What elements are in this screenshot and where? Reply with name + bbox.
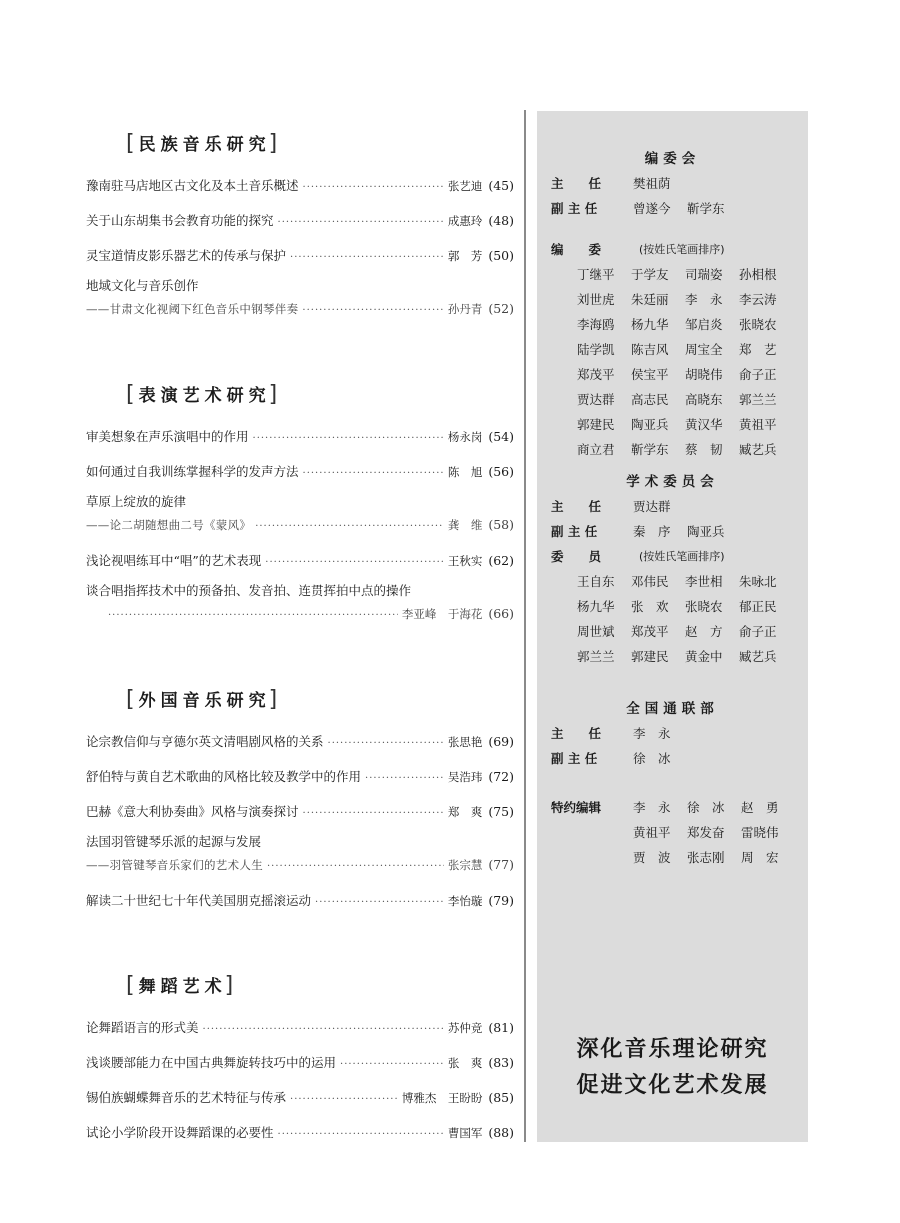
article-title: 论宗教信仰与亨德尔英文清唱剧风格的关系	[86, 734, 324, 749]
article-author: 博雅杰 王盼盼	[401, 1091, 483, 1105]
member-name: 邹启炎	[685, 317, 723, 332]
section-heading: [ 表演艺术研究]	[126, 382, 278, 407]
name-row	[633, 795, 795, 820]
member-name: 高志民	[631, 392, 669, 407]
article-page: (56)	[488, 464, 514, 479]
article-title: 灵宝道情皮影乐器艺术的传承与保护	[86, 248, 287, 263]
article-author: 张宗慧	[447, 858, 483, 872]
editorial-panel	[537, 111, 808, 1142]
member-name: 陶亚兵	[631, 417, 669, 432]
member-name: 臧艺兵	[739, 649, 777, 664]
name-row	[577, 569, 808, 594]
toc-entry-title	[86, 578, 514, 604]
toc-entry	[86, 794, 514, 829]
article-author: 王秋实	[447, 554, 483, 568]
deputy-name: 靳学东	[687, 201, 725, 216]
article-page: (81)	[488, 1020, 514, 1035]
member-name: 张晓农	[685, 599, 723, 614]
article-author: 张思艳	[447, 735, 483, 749]
name-row	[577, 412, 808, 437]
member-name: 周宝全	[685, 342, 723, 357]
article-title: 锡伯族蝴蝶舞音乐的艺术特征与传承	[86, 1090, 287, 1105]
article-author: 李亚峰 于海花	[401, 607, 483, 621]
leader-dots	[253, 421, 444, 456]
member-name: 李 永	[685, 292, 723, 307]
name-row	[577, 312, 808, 337]
director-name: 贾达群	[633, 499, 671, 514]
deputy-label: 副 主 任	[551, 751, 598, 766]
member-name: 王自东	[577, 574, 615, 589]
member-name: 张志刚	[687, 850, 725, 865]
section-heading: [ 外国音乐研究]	[126, 687, 278, 712]
name-row	[577, 262, 808, 287]
article-title: 巴赫《意大利协奏曲》风格与演奏探讨	[86, 804, 299, 819]
editorial-members-row	[537, 237, 808, 262]
article-title: 豫南驻马店地区古文化及本土音乐概述	[86, 178, 299, 193]
member-name: 郭兰兰	[577, 649, 615, 664]
article-page: (69)	[488, 734, 514, 749]
director-label: 主 任	[551, 499, 602, 514]
article-title: 审美想象在声乐演唱中的作用	[86, 429, 249, 444]
academic-deputy-row	[537, 519, 808, 544]
member-name: 黄祖平	[739, 417, 777, 432]
director-name: 樊祖荫	[633, 176, 671, 191]
article-author: 李怡璇	[447, 894, 483, 908]
special-editors-label: 特约编辑	[551, 800, 602, 815]
article-subtitle: ——羽管键琴音乐家们的艺术人生	[86, 858, 263, 872]
name-row	[633, 820, 795, 845]
article-page: (83)	[488, 1055, 514, 1070]
director-name: 李 永	[633, 726, 671, 741]
toc-entry	[86, 604, 514, 632]
member-name: 邓伟民	[631, 574, 669, 589]
section-heading: [ 民族音乐研究]	[126, 131, 278, 156]
leader-dots	[290, 240, 444, 275]
toc-entry	[86, 883, 514, 918]
article-title: 如何通过自我训练掌握科学的发声方法	[86, 464, 299, 479]
article-page: (50)	[488, 248, 514, 263]
member-name: 周 宏	[741, 850, 779, 865]
member-name: 赵 勇	[741, 800, 779, 815]
article-page: (62)	[488, 553, 514, 568]
toc-entry	[86, 1115, 514, 1150]
member-name: 靳学东	[631, 442, 669, 457]
article-page: (77)	[488, 857, 514, 872]
slogan-line: 深化音乐理论研究	[576, 1036, 769, 1062]
director-label: 主 任	[551, 726, 602, 741]
deputy-label: 副 主 任	[551, 524, 598, 539]
toc-entry	[86, 1010, 514, 1045]
liaison-heading: 全国通联部	[626, 701, 719, 717]
article-page: (45)	[488, 178, 514, 193]
leader-dots	[267, 857, 444, 877]
member-name: 俞子正	[739, 367, 777, 382]
name-row	[577, 287, 808, 312]
article-page: (88)	[488, 1125, 514, 1140]
member-name: 郭建民	[631, 649, 669, 664]
table-of-contents	[86, 128, 514, 1150]
member-name: 司瑞姿	[685, 267, 723, 282]
director-label: 主 任	[551, 176, 602, 191]
member-name: 臧艺兵	[739, 442, 777, 457]
member-name: 侯宝平	[631, 367, 669, 382]
member-name: 孙相根	[739, 267, 777, 282]
member-name: 雷晓伟	[741, 825, 779, 840]
article-title: 地域文化与音乐创作	[86, 278, 199, 293]
members-label: 编 委	[551, 242, 602, 257]
article-author: 曹国军	[447, 1126, 483, 1140]
toc-entry-title	[86, 829, 514, 855]
toc-entry	[86, 724, 514, 759]
toc-entry	[86, 759, 514, 794]
article-author: 孙丹青	[447, 302, 483, 316]
toc-entry	[86, 419, 514, 454]
leader-dots	[278, 205, 444, 240]
article-title: 解读二十世纪七十年代美国朋克摇滚运动	[86, 893, 312, 908]
toc-entry	[86, 543, 514, 578]
toc-entry	[86, 299, 514, 327]
article-page: (72)	[488, 769, 514, 784]
member-name: 李云涛	[739, 292, 777, 307]
leader-dots	[108, 606, 398, 626]
special-editors	[537, 795, 808, 870]
liaison-deputy-row	[537, 746, 808, 771]
section-heading-text: 舞蹈艺术	[138, 977, 227, 997]
leader-dots	[278, 1117, 444, 1152]
toc-entry	[86, 515, 514, 543]
article-title: 试论小学阶段开设舞蹈课的必要性	[86, 1125, 274, 1140]
member-name: 黄金中	[685, 649, 723, 664]
toc-entry-title	[86, 489, 514, 515]
deputy-name: 曾遂今	[633, 201, 671, 216]
member-name: 郑 艺	[739, 342, 777, 357]
members-label: 委 员	[551, 549, 602, 564]
leader-dots	[303, 170, 444, 205]
member-name: 郑茂平	[577, 367, 615, 382]
member-name: 陆学凯	[577, 342, 615, 357]
article-page: (75)	[488, 804, 514, 819]
deputy-name: 秦 序	[633, 524, 671, 539]
member-name: 黄祖平	[633, 825, 671, 840]
editorial-heading: 编委会	[644, 151, 701, 167]
member-name: 商立君	[577, 442, 615, 457]
member-name: 周世斌	[577, 624, 615, 639]
leader-dots	[265, 545, 444, 580]
member-name: 刘世虎	[577, 292, 615, 307]
name-row	[577, 619, 808, 644]
member-name: 黄汉华	[685, 417, 723, 432]
article-author: 龚 维	[447, 518, 483, 532]
leader-dots	[315, 885, 444, 920]
article-title: 谈合唱指挥技术中的预备拍、发音拍、连贯挥拍中点的操作	[86, 583, 412, 598]
editorial-members-grid	[537, 262, 808, 462]
academic-members-grid	[537, 569, 808, 669]
article-author: 苏仲竞	[447, 1021, 483, 1035]
member-name: 张晓农	[739, 317, 777, 332]
deputy-name: 徐 冰	[633, 751, 671, 766]
member-name: 高晓东	[685, 392, 723, 407]
member-name: 朱咏北	[739, 574, 777, 589]
member-name: 郑发奋	[687, 825, 725, 840]
toc-entry	[86, 855, 514, 883]
toc-entry	[86, 238, 514, 273]
member-name: 贾 波	[633, 850, 671, 865]
name-row	[577, 437, 808, 462]
name-row	[577, 644, 808, 669]
leader-dots	[303, 796, 444, 831]
academic-members-row	[537, 544, 808, 569]
member-name: 俞子正	[739, 624, 777, 639]
article-page: (52)	[488, 301, 514, 316]
section-heading: [ 舞蹈艺术]	[126, 973, 234, 998]
member-name: 郭兰兰	[739, 392, 777, 407]
member-name: 郁正民	[739, 599, 777, 614]
toc-entry	[86, 168, 514, 203]
article-title: 法国羽管键琴乐派的起源与发展	[86, 834, 262, 849]
member-name: 郑茂平	[631, 624, 669, 639]
leader-dots	[203, 1012, 444, 1047]
toc-entry-title	[86, 273, 514, 299]
article-title: 草原上绽放的旋律	[86, 494, 187, 509]
article-page: (85)	[488, 1090, 514, 1105]
liaison-director-row	[537, 721, 808, 746]
member-name: 丁继平	[577, 267, 615, 282]
article-page: (79)	[488, 893, 514, 908]
section-heading-text: 表演艺术研究	[138, 386, 271, 406]
leader-dots	[302, 301, 443, 321]
member-name: 徐 冰	[687, 800, 725, 815]
article-subtitle: ——论二胡随想曲二号《蒙风》	[86, 518, 252, 532]
leader-dots	[340, 1047, 444, 1082]
leader-dots	[328, 726, 444, 761]
section-heading-text: 外国音乐研究	[138, 691, 271, 711]
members-note: (按姓氏笔画排序)	[639, 243, 725, 256]
name-row	[577, 362, 808, 387]
member-name: 陈吉风	[631, 342, 669, 357]
slogan	[537, 1031, 808, 1103]
leader-dots	[303, 456, 444, 491]
member-name: 胡晓伟	[685, 367, 723, 382]
academic-director-row	[537, 494, 808, 519]
toc-entry	[86, 1080, 514, 1115]
member-name: 李世相	[685, 574, 723, 589]
member-name: 李 永	[633, 800, 671, 815]
article-author: 郑 爽	[447, 805, 483, 819]
academic-heading: 学术委员会	[626, 474, 719, 490]
name-row	[577, 387, 808, 412]
name-row	[577, 337, 808, 362]
article-author: 吴浩玮	[447, 770, 483, 784]
article-title: 浅论视唱练耳中“唱”的艺术表现	[86, 553, 262, 568]
toc-entry	[86, 1045, 514, 1080]
deputy-name: 陶亚兵	[687, 524, 725, 539]
editorial-director-row	[537, 171, 808, 196]
member-name: 贾达群	[577, 392, 615, 407]
article-page: (58)	[488, 517, 514, 532]
member-name: 赵 方	[685, 624, 723, 639]
members-note: (按姓氏笔画排序)	[639, 550, 725, 563]
article-title: 浅谈腰部能力在中国古典舞旋转技巧中的运用	[86, 1055, 337, 1070]
name-row	[633, 845, 795, 870]
member-name: 张 欢	[631, 599, 669, 614]
member-name: 朱廷丽	[631, 292, 669, 307]
leader-dots	[365, 761, 444, 796]
article-author: 杨永岗	[447, 430, 483, 444]
member-name: 杨九华	[631, 317, 669, 332]
article-subtitle: ——甘肃文化视阈下红色音乐中钢琴伴奏	[86, 302, 299, 316]
article-author: 成惠玲	[447, 214, 483, 228]
member-name: 郭建民	[577, 417, 615, 432]
article-page: (48)	[488, 213, 514, 228]
article-author: 陈 旭	[447, 465, 483, 479]
section-heading-text: 民族音乐研究	[138, 135, 271, 155]
leader-dots	[255, 517, 444, 537]
name-row	[577, 594, 808, 619]
editorial-deputy-row	[537, 196, 808, 221]
article-title: 论舞蹈语言的形式美	[86, 1020, 199, 1035]
member-name: 李海鸥	[577, 317, 615, 332]
column-divider	[524, 110, 526, 1142]
article-title: 关于山东胡集书会教育功能的探究	[86, 213, 274, 228]
special-editors-grid	[633, 795, 795, 870]
member-name: 于学友	[631, 267, 669, 282]
member-name: 杨九华	[577, 599, 615, 614]
article-author: 郭 芳	[447, 249, 483, 263]
article-page: (54)	[488, 429, 514, 444]
article-title: 舒伯特与黄自艺术歌曲的风格比较及教学中的作用	[86, 769, 362, 784]
deputy-label: 副 主 任	[551, 201, 598, 216]
toc-entry	[86, 203, 514, 238]
article-page: (66)	[488, 606, 514, 621]
toc-entry	[86, 454, 514, 489]
slogan-line: 促进文化艺术发展	[576, 1072, 769, 1098]
member-name: 蔡 韧	[685, 442, 723, 457]
article-author: 张 爽	[447, 1056, 483, 1070]
article-author: 张艺迪	[447, 179, 483, 193]
leader-dots	[290, 1082, 398, 1117]
